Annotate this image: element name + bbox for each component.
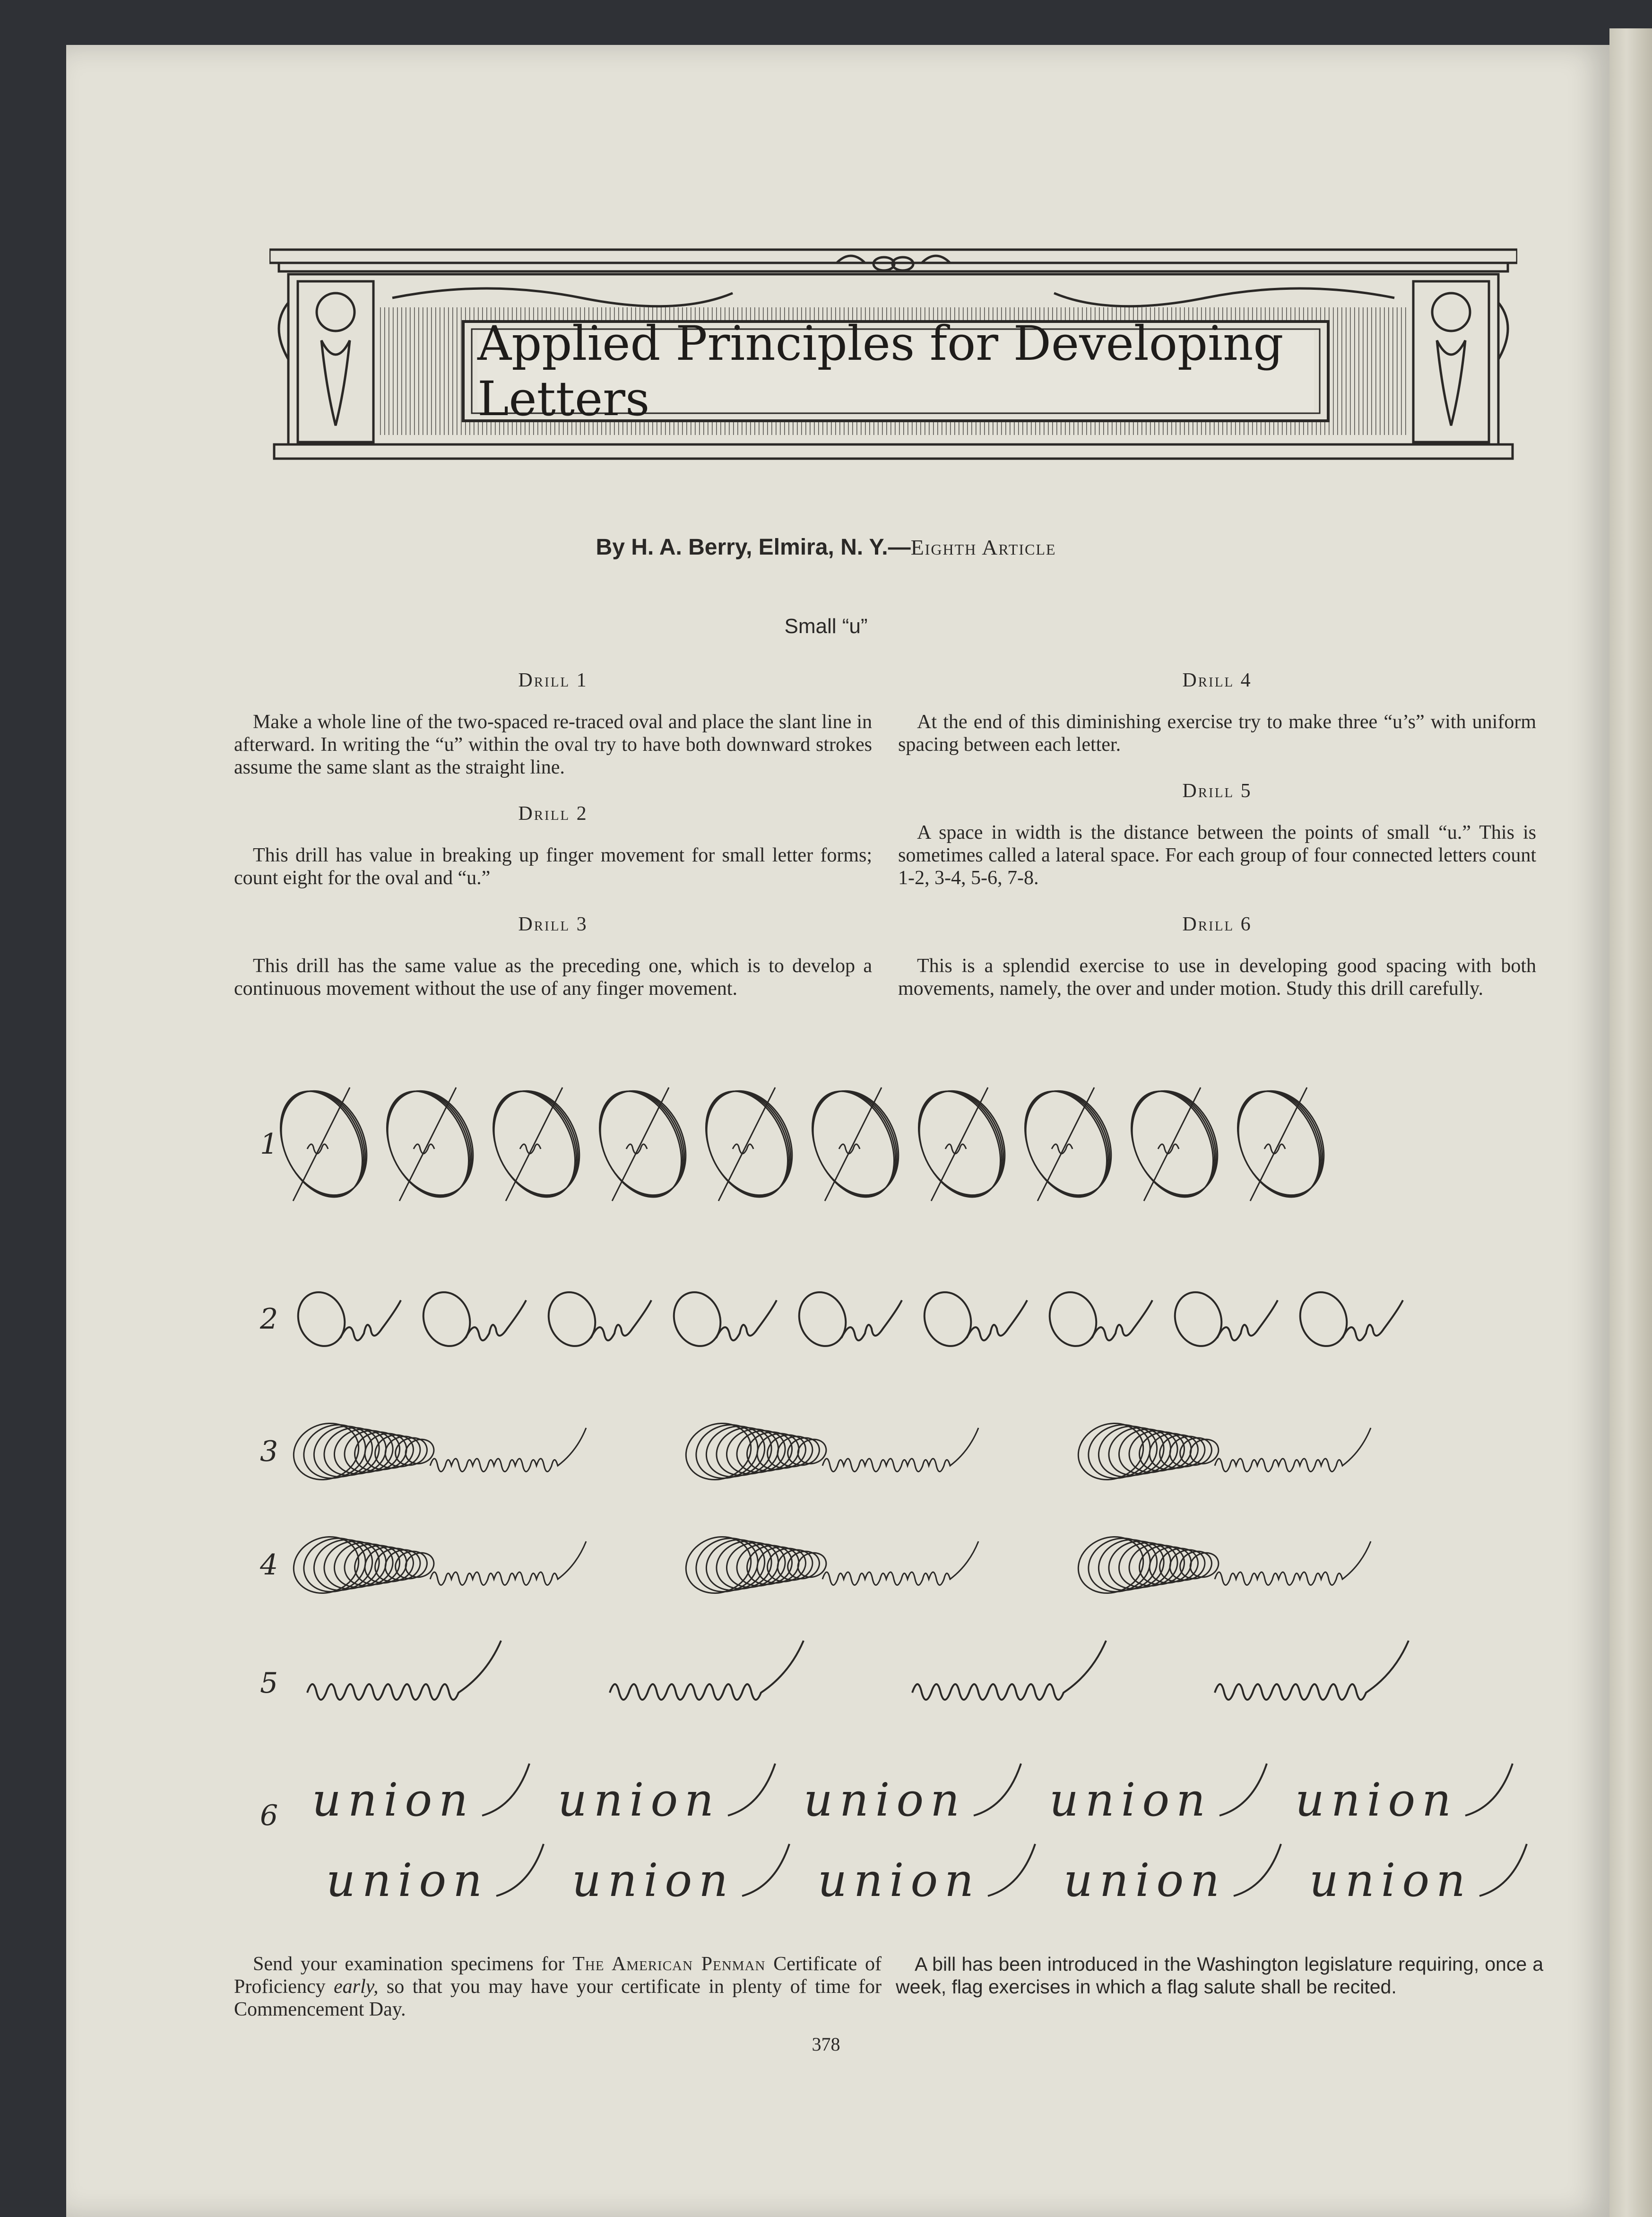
drill-6-heading: Drill 6 <box>1182 913 1252 935</box>
small-oval <box>917 1286 978 1353</box>
slant-line <box>931 1087 988 1201</box>
connected-u-stroke <box>430 1428 586 1472</box>
script-union-word: union <box>312 1774 475 1826</box>
footer-left-text-1: Send your examination specimens for <box>253 1953 573 1975</box>
small-oval <box>792 1286 853 1353</box>
script-union-word: union <box>804 1774 966 1826</box>
drill-1-text: Make a whole line of the two-spaced re-traced oval and place the slant line in afterward. In writing the “u” within the oval try to have both downward strokes assume the same slant as the straight line. <box>234 711 872 778</box>
footer-note-specimens <box>234 1953 882 2021</box>
slant-line <box>1038 1087 1094 1201</box>
connected-u-stroke <box>1215 1541 1371 1585</box>
connected-u <box>841 1300 902 1340</box>
row-number: 6 <box>260 1799 278 1832</box>
publication-name: The American Penman <box>572 1953 766 1975</box>
connected-u-stroke <box>1215 1428 1371 1472</box>
drill-6-text: This is a splendid exercise to use in developing good spacing with both movements, namely, the over and under motion. Study this drill carefully. <box>898 955 1536 1000</box>
connected-u <box>967 1300 1027 1340</box>
small-oval <box>1293 1286 1354 1353</box>
small-oval <box>666 1286 728 1353</box>
footer-left-text-2: Certificate of Proficiency <box>234 1953 882 1998</box>
connecting-stroke <box>1220 1764 1267 1816</box>
u-group-stroke <box>610 1641 804 1700</box>
page-number: 378 <box>812 2034 840 2055</box>
connected-u <box>1217 1300 1278 1340</box>
connected-u <box>340 1300 401 1340</box>
byline <box>0 534 1652 560</box>
footer-note-flag-bill: A bill has been introduced in the Washington legislature requiring, once a week, flag exercises in which a flag salute shall be recited. <box>896 1953 1543 1998</box>
u-group-stroke <box>1215 1641 1409 1700</box>
right-column <box>898 669 1536 1024</box>
footer-left-emphasis: early, <box>333 1976 379 1998</box>
slant-line <box>399 1087 456 1201</box>
connecting-stroke <box>974 1764 1021 1816</box>
article-number: Eighth Article <box>910 535 1056 559</box>
u-group-stroke <box>912 1641 1106 1700</box>
slant-line <box>293 1087 350 1201</box>
page-title: Applied Principles for Developing Letters <box>477 331 1314 411</box>
row-number: 3 <box>260 1435 278 1468</box>
connecting-stroke <box>988 1844 1035 1896</box>
slant-line <box>506 1087 562 1201</box>
drill-2-heading: Drill 2 <box>518 803 588 825</box>
small-oval <box>541 1286 603 1353</box>
u-group-stroke <box>307 1641 501 1700</box>
slant-line <box>825 1087 882 1201</box>
script-union-word: union <box>572 1854 735 1907</box>
drill-3-heading: Drill 3 <box>518 913 588 935</box>
connected-u <box>591 1300 651 1340</box>
connected-u-stroke <box>430 1541 586 1585</box>
lesson-subject: Small “u” <box>784 615 868 638</box>
drill-1-heading: Drill 1 <box>518 669 588 691</box>
connected-u-stroke <box>822 1541 978 1585</box>
drill-5-heading: Drill 5 <box>1182 780 1252 802</box>
connected-u <box>466 1300 526 1340</box>
slant-line <box>1250 1087 1307 1201</box>
script-union-word: union <box>1064 1854 1226 1907</box>
script-union-word: union <box>1309 1854 1472 1907</box>
drill-2-text: This drill has value in breaking up finger movement for small letter forms; count eight for the oval and “u.” <box>234 844 872 889</box>
slant-line <box>1144 1087 1201 1201</box>
left-column <box>234 669 872 1024</box>
connecting-stroke <box>496 1844 544 1896</box>
row-number: 5 <box>260 1667 278 1700</box>
script-union-word: union <box>818 1854 980 1907</box>
small-oval <box>416 1286 477 1353</box>
connecting-stroke <box>728 1764 775 1816</box>
connecting-stroke <box>742 1844 789 1896</box>
script-union-word: union <box>1049 1774 1212 1826</box>
connecting-stroke <box>1234 1844 1281 1896</box>
drill-3-text: This drill has the same value as the preceding one, which is to develop a continuous movement without the use of any finger movement. <box>234 955 872 1000</box>
connecting-stroke <box>1465 1764 1513 1816</box>
script-union-word: union <box>1295 1774 1458 1826</box>
slant-line <box>612 1087 669 1201</box>
author-line: By H. A. Berry, Elmira, N. Y. <box>596 535 888 560</box>
row-number: 2 <box>260 1303 278 1336</box>
connecting-stroke <box>1479 1844 1527 1896</box>
connected-u-stroke <box>822 1428 978 1472</box>
connecting-stroke <box>482 1764 529 1816</box>
script-union-word: union <box>326 1854 489 1907</box>
drill-4-text: At the end of this diminishing exercise try to make three “u’s” with uniform spacing between each letter. <box>898 711 1536 756</box>
small-oval <box>1168 1286 1229 1353</box>
small-oval <box>1042 1286 1104 1353</box>
script-union-word: union <box>558 1774 720 1826</box>
drill-4-heading: Drill 4 <box>1182 669 1252 691</box>
row-number: 4 <box>260 1548 278 1582</box>
footer-left-text-3: so that you may have your certificate in plenty of time for Commencement Day. <box>234 1976 882 2020</box>
connected-u <box>1092 1300 1152 1340</box>
adjacent-page-edge <box>1609 28 1652 2217</box>
drill-5-text: A space in width is the distance between the points of small “u.” This is sometimes called a lateral space. For each group of four connected letters count 1-2, 3-4, 5-6, 7-8. <box>898 822 1536 889</box>
row-number: 1 <box>260 1128 278 1161</box>
penmanship-exercise-plates <box>251 1078 1541 1939</box>
small-oval <box>291 1286 352 1353</box>
connected-u <box>1342 1300 1403 1340</box>
byline-dash: — <box>888 535 911 560</box>
slant-line <box>718 1087 775 1201</box>
connected-u <box>716 1300 777 1340</box>
